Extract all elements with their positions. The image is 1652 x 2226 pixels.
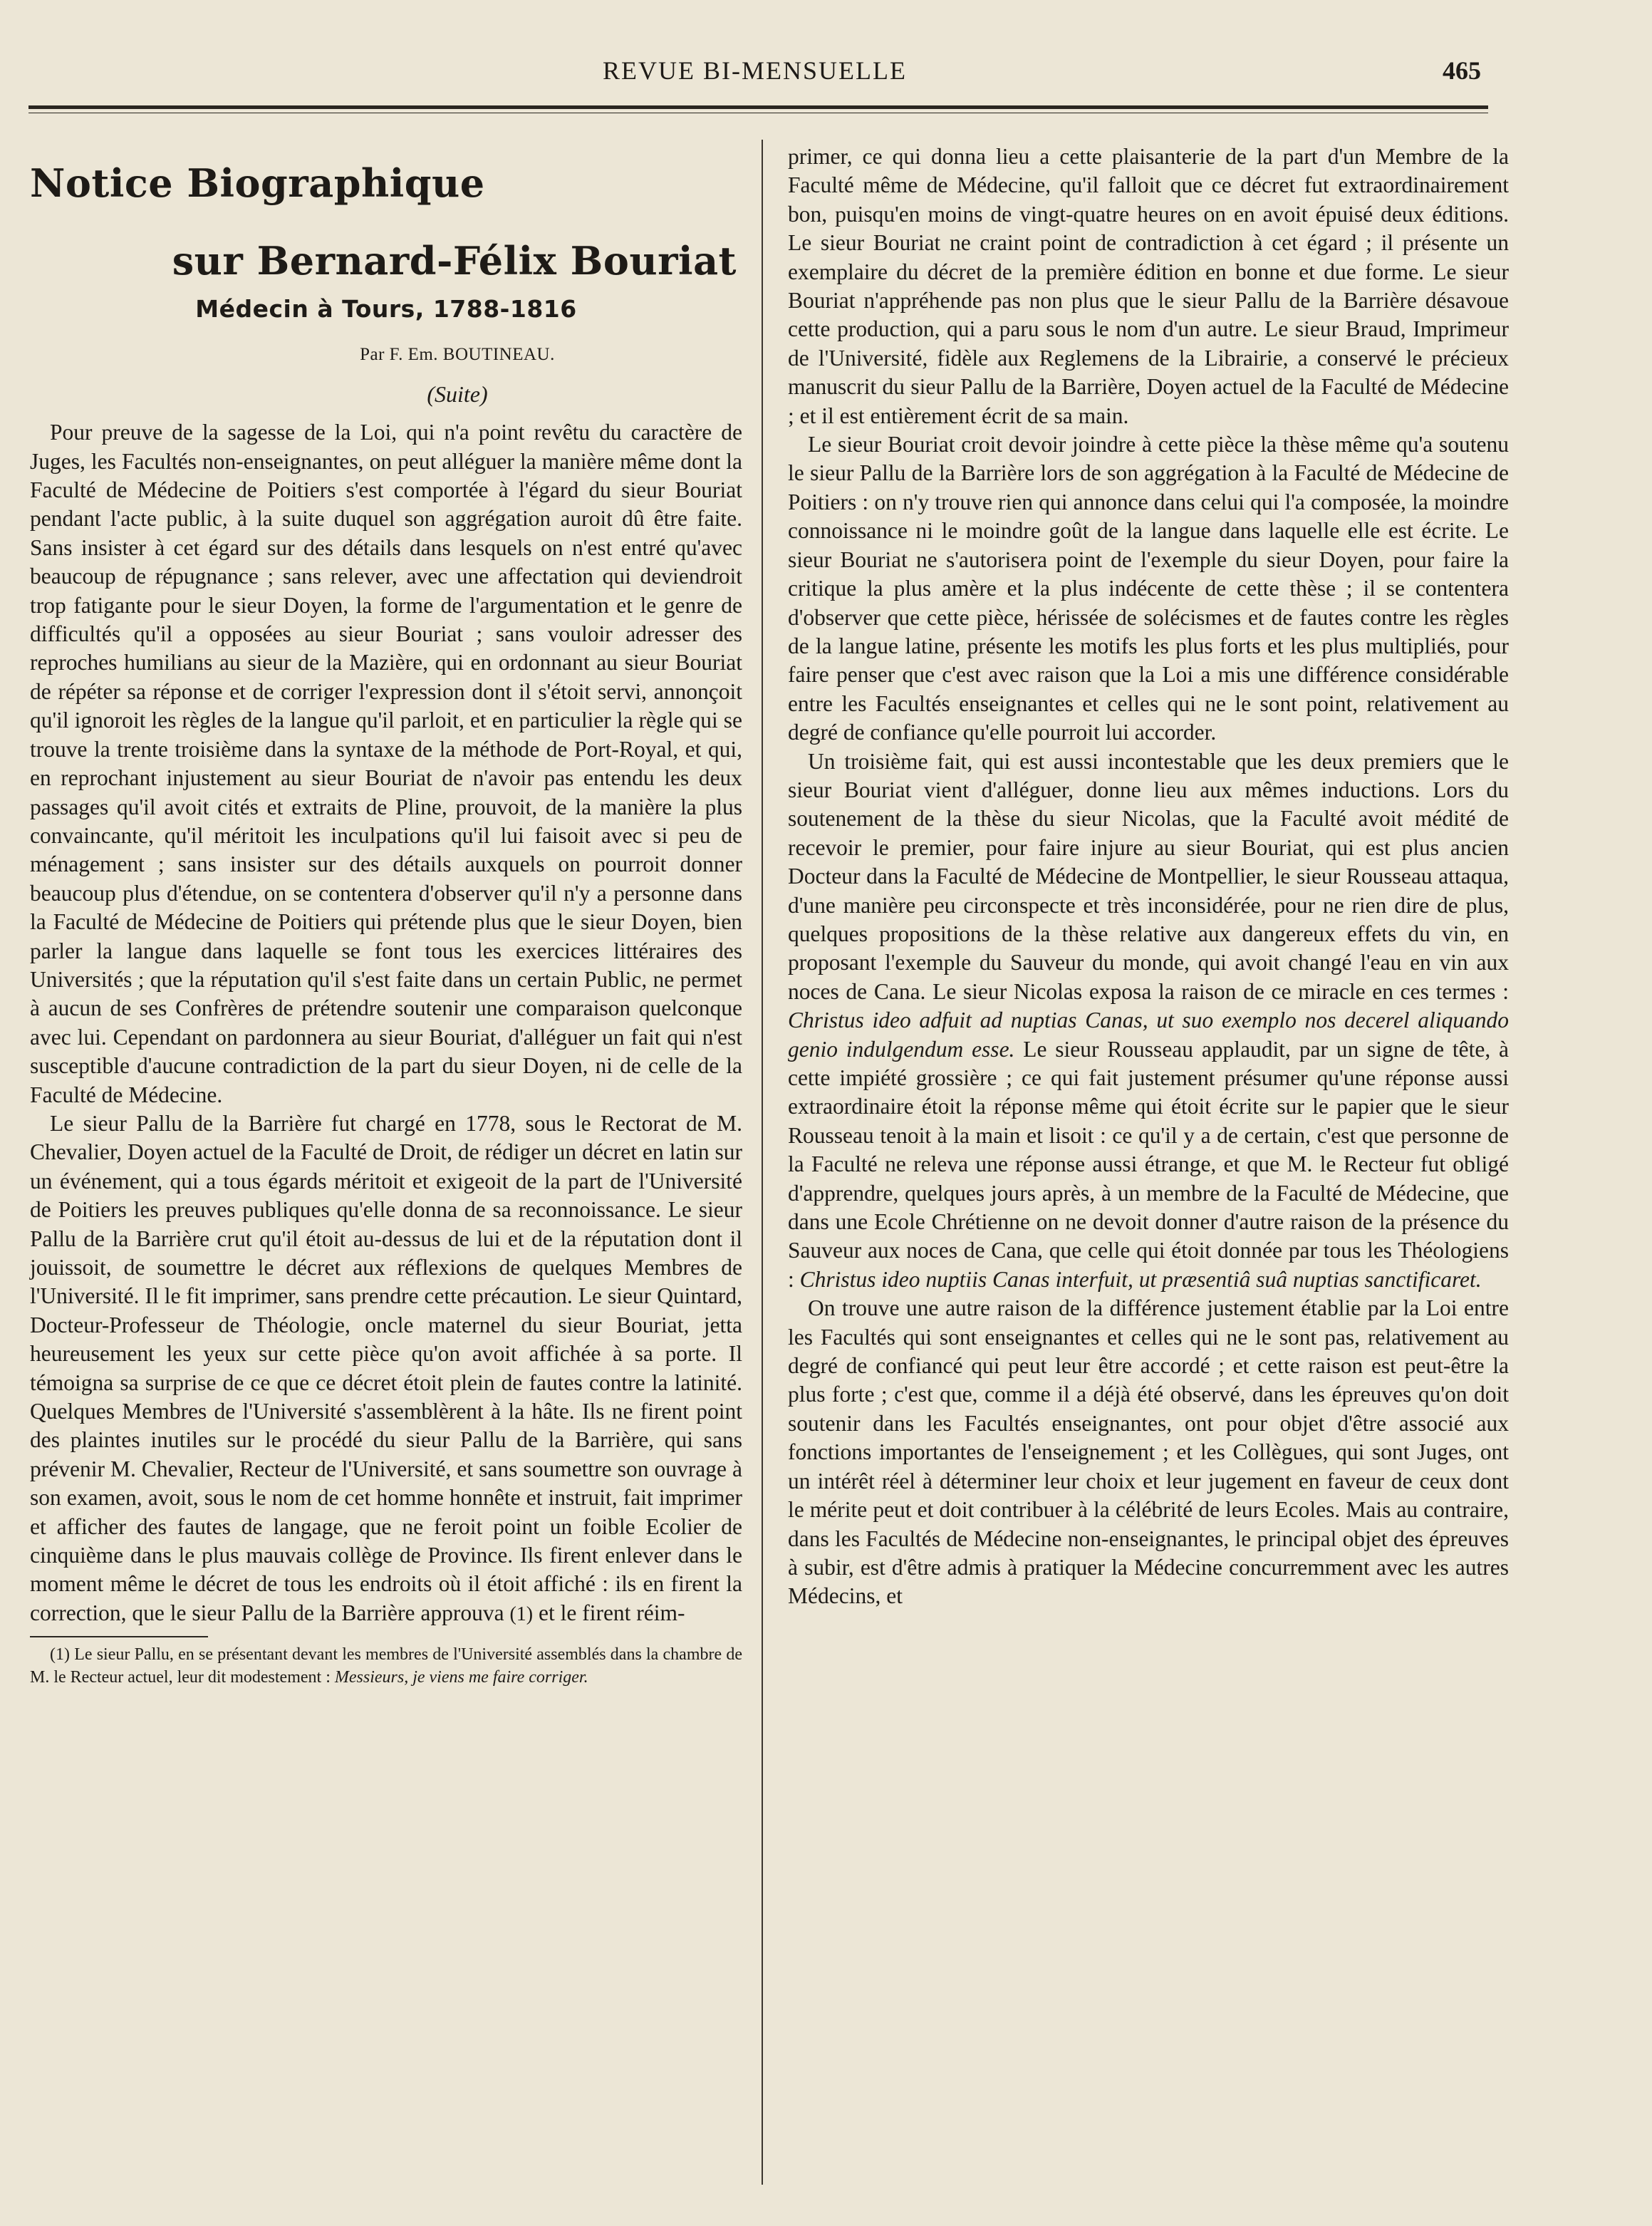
paragraph (788, 747, 1509, 1295)
latin-quote: Christus ideo adfuit ad nuptias Canas, ut suo exemplo nos decerel aliquando genio indulgendum esse. (788, 1008, 1509, 1062)
paragraph: On trouve une autre raison de la différence justement établie par la Loi entre les Facultés qui sont enseignantes et celles qui ne le sont pas, relativement au degré de confiancé qui peut leur être accordé ; et cette raison est peut-être la plus forte ; c'est que, comme il a déjà été observé, dans les épreuves qu'on doit soutenir dans les Facultés enseignantes, ont pour objet d'être associé aux fonctions importantes de l'enseignement ; et les Collègues, qui sont Juges, ont un intérêt réel à déterminer leur choix et leur jugement en faveur de ceux dont le mérite peut et doit contribuer à la célébrité de leurs Ecoles. Mais au contraire, dans les Facultés de Médecine non-enseignantes, le principal objet des épreuves à subir, est d'être admis à pratiquer la Médecine concurremment avec les autres Médecins, et (788, 1295, 1509, 1609)
footnote-text: (1) Le sieur Pallu, en se présentant devant les membres de l'Université assemblés dans la chambre de M. le Recteur actuel, leur dit modestement : (30, 1645, 742, 1687)
continued-label: (Suite) (427, 381, 488, 407)
column-divider (762, 140, 763, 2185)
paragraph: primer, ce qui donna lieu a cette plaisanterie de la part d'un Membre de la Faculté même de Médecine, qu'il falloit que ce décret fut extraordinairement bon, puisqu'en moins de vingt-quatre heures on en avoit épuisé deux éditions. Le sieur Bouriat ne craint point de contradiction à cet égard ; il présente un exemplaire du décret de la première édition en bonne et due forme. Le sieur Bouriat n'appréhende pas non plus que le sieur Pallu de la Barrière désavoue cette production, qui a paru sous le nom d'un autre. Le sieur Braud, Imprimeur de l'Université, fidèle aux Reglemens de la Librairie, a conservé le précieux manuscrit du sieur Pallu de la Barrière, Doyen actuel de la Faculté de Médecine ; et il est entièrement écrit de sa main. (788, 144, 1509, 428)
running-title: REVUE BI-MENSUELLE (603, 56, 907, 85)
article-title-line-2: sur Bernard-Félix Bouriat (172, 238, 737, 284)
article-subtitle: Médecin à Tours, 1788-1816 (195, 295, 577, 323)
left-column (30, 143, 742, 1689)
paragraph-text-end: et le firent réim- (539, 1600, 685, 1625)
footnote (30, 1643, 742, 1689)
footnote-marker: (1) (509, 1603, 534, 1625)
footnote-quote: Messieurs, je viens me faire corriger. (334, 1668, 588, 1687)
paragraph (30, 1109, 742, 1629)
paragraph: Pour preuve de la sagesse de la Loi, qui n'a point revêtu du caractère de Juges, les Facultés non-enseignantes, on peut alléguer la manière même dont la Faculté de Médecine de Poitiers s'est comportée à l'égard du sieur Bouriat pendant l'acte public, à la suite duquel son aggrégation auroit dû être faite. Sans insister à cet égard sur des détails dans lesquels on n'est entré qu'avec beaucoup de répugnance ; sans relever, avec une affectation qui deviendroit trop fatigante pour le sieur Doyen, la forme de l'argumentation et le genre de difficultés qu'il a opposées au sieur Bouriat ; sans vouloir adresser des reproches humilians au sieur de la Mazière, qui en ordonnant au sieur Bouriat de répéter sa réponse et de corriger l'expression dont il s'étoit servi, annonçoit qu'il ignoroit les règles de la langue qu'il parloit, et en particulier la règle qui se trouve la trente troisième dans la syntaxe de la méthode de Port-Royal, et qui, en reprochant injustement au sieur Bouriat de n'avoir pas entendu les deux passages qu'il avoit cités et extraits de Pline, prouvoit, de la manière la plus convaincante, qu'il méritoit les inculpations qu'il lui faisoit avec si peu de ménagement ; sans insister sur des détails auxquels on pourroit donner beaucoup plus d'étendue, on se contentera d'observer qu'il n'y a personne dans la Faculté de Médecine de Poitiers qui prétende plus que le sieur Doyen, bien parler la langue dans laquelle se font tous les exercices littéraires des Universités ; que la réputation qu'il s'est faite dans un certain Public, ne permet à aucun de ses Confrères de prétendre soutenir une comparaison quelconque avec lui. Cependant on pardonnera au sieur Bouriat, d'alléguer un fait qui n'est susceptible d'aucune contradiction de la part du sieur Doyen, ni de celle de la Faculté de Médecine. (30, 420, 742, 1107)
footnote-rule (30, 1636, 208, 1637)
paragraph-text: Le sieur Pallu de la Barrière fut chargé en 1778, sous le Rectorat de M. Chevalier, Doyen actuel de la Faculté de Droit, de rédiger un décret en latin sur un événement, qui a tous égards méritoit et exigeoit de la part de l'Université de Poitiers les preuves publiques qu'elle donna de sa reconnoissance. Le sieur Pallu de la Barrière crut qu'il étoit au-dessus de lui et de la réputation dont il jouissoit, de soumettre le décret aux réflexions de quelques Membres de l'Université. Il le fit imprimer, sans prendre cette précaution. Le sieur Quintard, Docteur-Professeur de Théologie, oncle maternel du sieur Bouriat, jetta heureusement les yeux sur cette pièce qu'on avoit affichée à sa porte. Il témoigna sa surprise de ce que ce décret étoit plein de fautes contre la latinité. Quelques Membres de l'Université s'assemblèrent à la hâte. Ils ne firent point des plaintes inutiles sur le procédé du sieur Pallu de la Barrière, qui sans prévenir M. Chevalier, Recteur de l'Université, et sans soumettre son ouvrage à son examen, avoit, sous le nom de cet homme honnête et instruit, fait imprimer et afficher des fautes de langage, que ne feroit point un foible Ecolier de cinquième dans le plus mauvais collège de Province. Ils firent enlever dans le moment même le décret de tous les endroits où il étoit affiché : ils en firent la correction, que le sieur Pallu de la Barrière approuva (30, 1110, 742, 1625)
paragraph: Le sieur Bouriat croit devoir joindre à cette pièce la thèse même qu'a soutenu le sieur Pallu de la Barrière lors de son aggrégation à la Faculté de Médecine de Poitiers : on n'y trouve rien qui annonce dans celui qui l'a composée, la moindre connoissance ni le moindre goût de la langue dans laquelle elle est écrite. Le sieur Bouriat ne s'autorisera point de l'exemple du sieur Doyen, pour faire la critique la plus amère et la plus indécente de cette thèse ; il se contentera d'observer que cette pièce, hérissée de solécismes et de fautes contre les règles de la langue latine, présente les motifs les plus forts et les plus multipliés, pour faire penser que c'est avec raison que la Loi a mis une différence considérable entre les Facultés enseignantes et celles qui ne le sont point, relativement au degré de confiance qu'elle pourroit lui accorder. (788, 432, 1509, 745)
header-rule (28, 105, 1488, 109)
article-byline: Par F. Em. BOUTINEAU. (360, 345, 555, 365)
paragraph-text: Le sieur Rousseau applaudit, par un signe de tête, à cette impiété grossière ; ce qui fait justement présumer qu'une réponse aussi extraordinaire étoit la réponse même qui étoit écrite sur le papier que le sieur Rousseau tenoit à la main et lisoit : ce qu'il y a de certain, c'est que personne de la Faculté ne releva une réponse aussi étrange, et que M. le Recteur fut obligé d'apprendre, quelques jours après, à un membre de la Faculté de Médecine, que dans une Ecole Chrétienne on ne devoit donner d'autre raison de la présence du Sauveur aux noces de Cana, que celle qui étoit donnée par tous les Théologiens : (788, 1036, 1509, 1292)
page-number: 465 (1443, 56, 1481, 85)
article-title-line-1: Notice Biographique (30, 160, 485, 206)
paragraph-text: Un troisième fait, qui est aussi incontestable que les deux premiers que le sieur Bouriat vient d'alléguer, donne lieu aux mêmes inductions. Lors du soutenement de la thèse du sieur Nicolas, que la Faculté avoit médité de recevoir le premier, pour faire injure au sieur Bouriat, qui est plus ancien Docteur dans la Faculté de Médecine de Montpellier, le sieur Rousseau attaqua, d'une manière peu circonspecte et très inconsidérée, pour ne rien dire de plus, quelques propositions de la thèse relative aux dangereux effets du vin, en proposant l'exemple du Sauveur du monde, qui avoit changé l'eau en vin aux noces de Cana. Le sieur Nicolas exposa la raison de ce miracle en ces termes : (788, 748, 1509, 1004)
latin-quote: Christus ideo nuptiis Canas interfuit, ut præsentiâ suâ nuptias sanctificaret. (799, 1266, 1482, 1292)
right-column (788, 143, 1509, 1611)
